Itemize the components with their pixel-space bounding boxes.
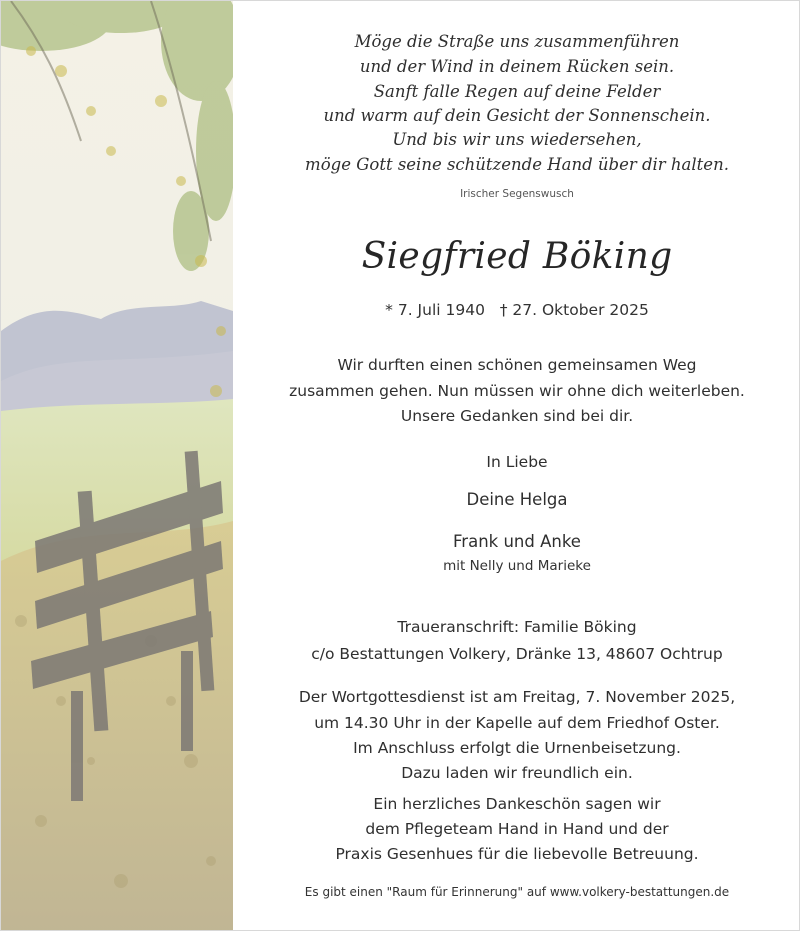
message-line: zusammen gehen. Nun müssen wir ohne dich weiterleben.: [289, 382, 745, 400]
poem-line: und der Wind in deinem Rücken sein.: [359, 57, 675, 76]
service-line: Der Wortgottesdienst ist am Freitag, 7. November 2025,: [298, 688, 736, 706]
service-line: um 14.30 Uhr in der Kapelle auf dem Friedhof Oster.: [314, 714, 720, 732]
service-line: Dazu laden wir freundlich ein.: [401, 764, 633, 782]
autumn-bench-photo: [1, 1, 233, 930]
mourner-name: Frank und Anke: [453, 532, 581, 551]
message-line: Unsere Gedanken sind bei dir.: [400, 407, 634, 425]
poem-line: und warm auf dein Gesicht der Sonnenschein.: [323, 106, 711, 125]
notice-text: [234, 0, 800, 931]
poem-source: Irischer Segenswusch: [460, 188, 574, 200]
address-line: Traueranschrift: Familie Böking: [397, 618, 637, 636]
poem-line: Möge die Straße uns zusammenführen: [354, 32, 680, 51]
thanks-line: dem Pflegeteam Hand in Hand und der: [365, 820, 669, 838]
service-line: Im Anschluss erfolgt die Urnenbeisetzung.: [353, 739, 681, 757]
mourner-subline: mit Nelly und Marieke: [443, 558, 591, 574]
poem-line: möge Gott seine schützende Hand über dir halten.: [305, 155, 729, 174]
life-dates: * 7. Juli 1940 † 27. Oktober 2025: [385, 301, 649, 319]
address-line: c/o Bestattungen Volkery, Dränke 13, 48607 Ochtrup: [311, 645, 723, 663]
poem-line: Sanft falle Regen auf deine Felder: [373, 82, 661, 101]
deceased-name: Siegfried Böking: [361, 236, 673, 277]
in-liebe: In Liebe: [486, 453, 548, 471]
thanks-line: Ein herzliches Dankeschön sagen wir: [373, 795, 661, 813]
message-line: Wir durften einen schönen gemeinsamen Weg: [337, 356, 697, 374]
poem-line: Und bis wir uns wiedersehen,: [392, 130, 642, 149]
footer-note: Es gibt einen "Raum für Erinnerung" auf www.volkery-bestattungen.de: [304, 885, 730, 899]
thanks-line: Praxis Gesenhues für die liebevolle Betreuung.: [335, 845, 699, 863]
mourner-name: Deine Helga: [466, 490, 568, 509]
